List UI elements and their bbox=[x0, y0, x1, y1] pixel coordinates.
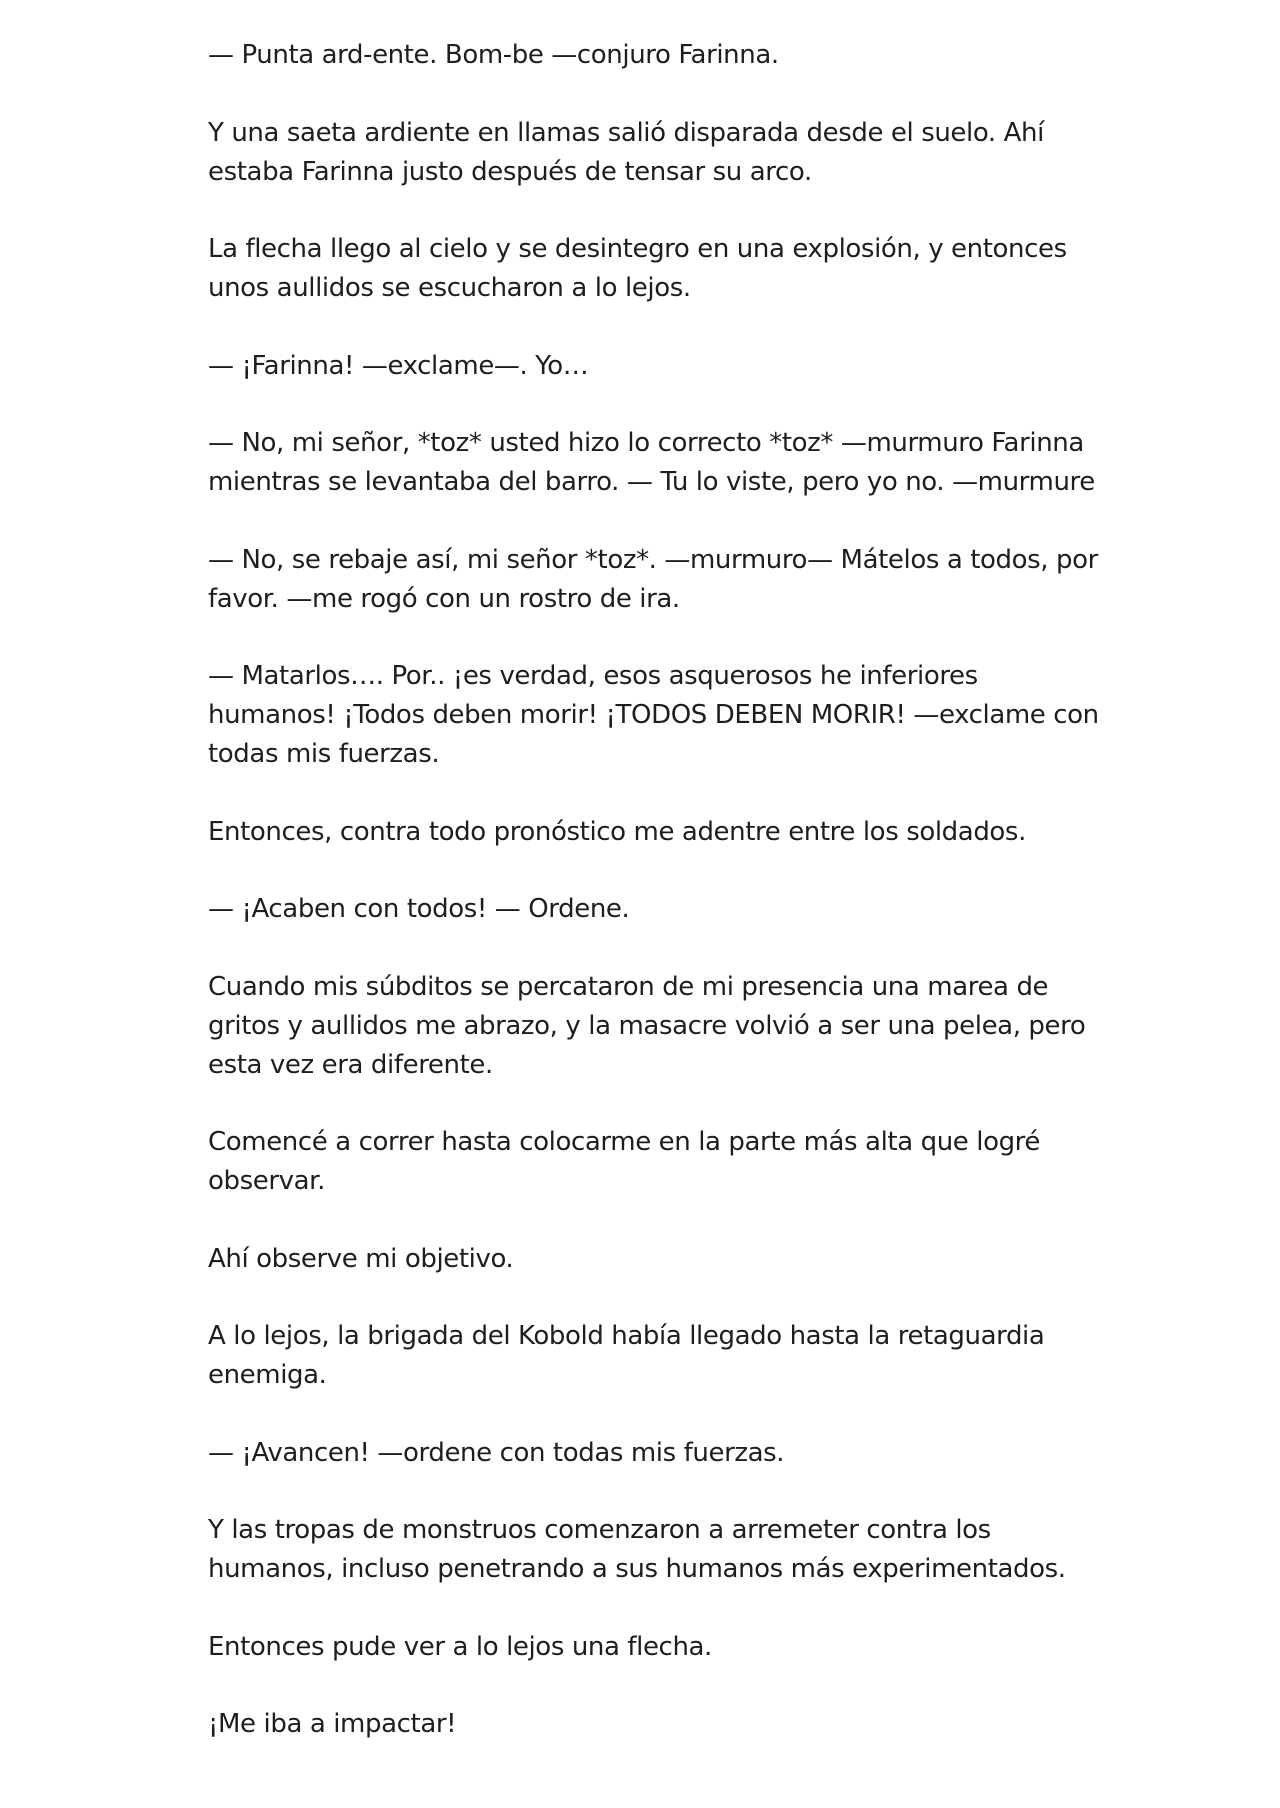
paragraph: — ¡Acaben con todos! — Ordene. bbox=[208, 894, 630, 924]
paragraph: — ¡Farinna! —exclame—. Yo… bbox=[208, 350, 589, 381]
paragraph: — No, mi señor, *toz* usted hizo lo correcto *toz* —murmuro Farinna mientras se levantaba del barro. — Tu lo viste, pero yo no. —murmure bbox=[208, 428, 1095, 497]
paragraph: Comencé a correr hasta colocarme en la parte más alta que logré observar. bbox=[208, 1127, 1041, 1196]
paragraph: — No, se rebaje así, mi señor *toz*. —murmuro— Mátelos a todos, por favor. —me rogó con un rostro de ira. bbox=[208, 544, 1098, 614]
paragraph: La flecha llego al cielo y se desintegro en una explosión, y entonces unos aullidos se escucharon a lo lejos. bbox=[208, 234, 1067, 303]
paragraph: — Punta ard-ente. Bom-be —conjuro Farinna. bbox=[208, 40, 779, 70]
paragraph: — Matarlos…. Por.. ¡es verdad, esos asquerosos he inferiores humanos! ¡Todos deben morir! ¡TODOS DEBEN MORIR! —exclame con todas mis fuerzas. bbox=[208, 661, 1099, 769]
paragraph: A lo lejos, la brigada del Kobold había llegado hasta la retaguardia enemiga. bbox=[208, 1321, 1045, 1390]
paragraph: ¡Me iba a impactar! bbox=[208, 1709, 457, 1739]
paragraph: Cuando mis súbditos se percataron de mi presencia una marea de gritos y aullidos me abrazo, y la masacre volvió a ser una pelea, pero esta vez era diferente. bbox=[208, 971, 1086, 1080]
document-page bbox=[208, 36, 1108, 1744]
paragraph: Y una saeta ardiente en llamas salió disparada desde el suelo. Ahí estaba Farinna justo después de tensar su arco. bbox=[208, 117, 1044, 187]
paragraph: Ahí observe mi objetivo. bbox=[208, 1243, 514, 1274]
paragraph: Entonces pude ver a lo lejos una flecha. bbox=[208, 1631, 712, 1662]
paragraph: Y las tropas de monstruos comenzaron a arremeter contra los humanos, incluso penetrando a sus humanos más experimentados. bbox=[208, 1515, 1066, 1584]
paragraph: — ¡Avancen! —ordene con todas mis fuerzas. bbox=[208, 1437, 785, 1468]
paragraph: Entonces, contra todo pronóstico me adentre entre los soldados. bbox=[208, 816, 1026, 847]
